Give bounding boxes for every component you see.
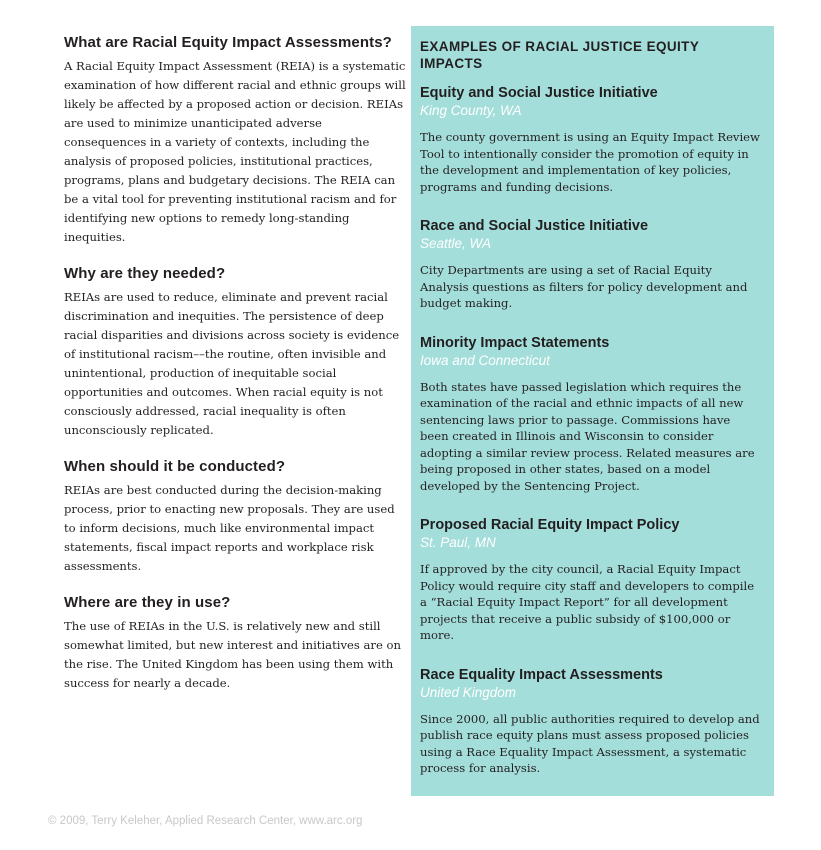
example-seattle bbox=[420, 217, 762, 312]
example-st-paul bbox=[420, 516, 762, 644]
example-body: Since 2000, all public authorities required to develop and publish race equity plans must assess proposed policies using a Race Equality Impact Assessment, a systematic process for analysis. bbox=[420, 711, 760, 775]
section-body: REIAs are used to reduce, eliminate and prevent racial discrimination and inequities. The persistence of deep racial disparities and divisions across society is evidence of institutional racism––the routine, often invisible and unintentional, production of inequitable social opportunities and outcomes. When racial equity is not consciously addressed, racial inequality is often unconsciously replicated. bbox=[64, 290, 400, 437]
section-body: A Racial Equity Impact Assessment (REIA) is a systematic examination of how different racial and ethnic groups will likely be affected by a proposed action or decision. REIAs are used to minimize unanticipated adverse consequences in a variety of contexts, including the analysis of proposed policies, institutional practices, programs, plans and budgetary decisions. The REIA can be a vital tool for preventing institutional racism and for identifying new options to remedy long-standing inequities. bbox=[64, 59, 406, 244]
example-body: The county government is using an Equity Impact Review Tool to intentionally consider the promotion of equity in the development and implementation of key policies, programs and funding decisions. bbox=[420, 130, 760, 194]
example-title: Minority Impact Statements bbox=[420, 334, 610, 351]
example-iowa-connecticut bbox=[420, 334, 762, 495]
section-when bbox=[64, 458, 407, 576]
examples-title: EXAMPLES OF RACIAL JUSTICE EQUITY IMPACTS bbox=[420, 39, 699, 71]
example-title: Race Equality Impact Assessments bbox=[420, 666, 663, 683]
left-column bbox=[64, 34, 407, 711]
example-body: If approved by the city council, a Racial Equity Impact Policy would require city staff and developers to compile a “Racial Equity Impact Report” for all development projects that receive a public subsidy of $100,000 or more. bbox=[420, 562, 755, 642]
example-body: City Departments are using a set of Racial Equity Analysis questions as filters for policy development and budget making. bbox=[420, 263, 748, 310]
example-location: King County, WA bbox=[420, 103, 522, 118]
section-heading: Why are they needed? bbox=[64, 265, 226, 282]
example-location: Iowa and Connecticut bbox=[420, 352, 550, 368]
section-heading: Where are they in use? bbox=[64, 594, 231, 611]
example-title: Proposed Racial Equity Impact Policy bbox=[420, 517, 680, 533]
copyright-footer: © 2009, Terry Keleher, Applied Research Center, www.arc.org bbox=[48, 815, 363, 827]
section-heading: What are Racial Equity Impact Assessments? bbox=[64, 34, 392, 51]
section-body: The use of REIAs in the U.S. is relatively new and still somewhat limited, but new interest and initiatives are on the rise. The United Kingdom has been using them with success for nearly a decade. bbox=[64, 619, 401, 690]
section-where bbox=[64, 594, 407, 693]
section-what bbox=[64, 34, 407, 247]
example-title: Equity and Social Justice Initiative bbox=[420, 85, 658, 101]
example-location: United Kingdom bbox=[420, 684, 517, 700]
section-heading: When should it be conducted? bbox=[64, 458, 286, 475]
section-why bbox=[64, 265, 407, 440]
example-location: Seattle, WA bbox=[420, 236, 492, 251]
examples-panel bbox=[411, 26, 774, 796]
example-title: Race and Social Justice Initiative bbox=[420, 218, 649, 234]
section-body: REIAs are best conducted during the decision-making process, prior to enacting new proposals. They are used to inform decisions, much like environmental impact statements, fiscal impact reports and workplace risk assessments. bbox=[64, 483, 395, 573]
example-body: Both states have passed legislation which requires the examination of the racial and ethnic impacts of all new sentencing laws prior to passage. Commissions have been created in Illinois and Wisconsin to consider adopting a similar review process. Related measures are being proposed in other states, based on a model developed by the Sentencing Project. bbox=[420, 379, 755, 493]
example-location: St. Paul, MN bbox=[420, 535, 496, 550]
example-united-kingdom bbox=[420, 666, 762, 777]
example-king-county bbox=[420, 84, 762, 195]
